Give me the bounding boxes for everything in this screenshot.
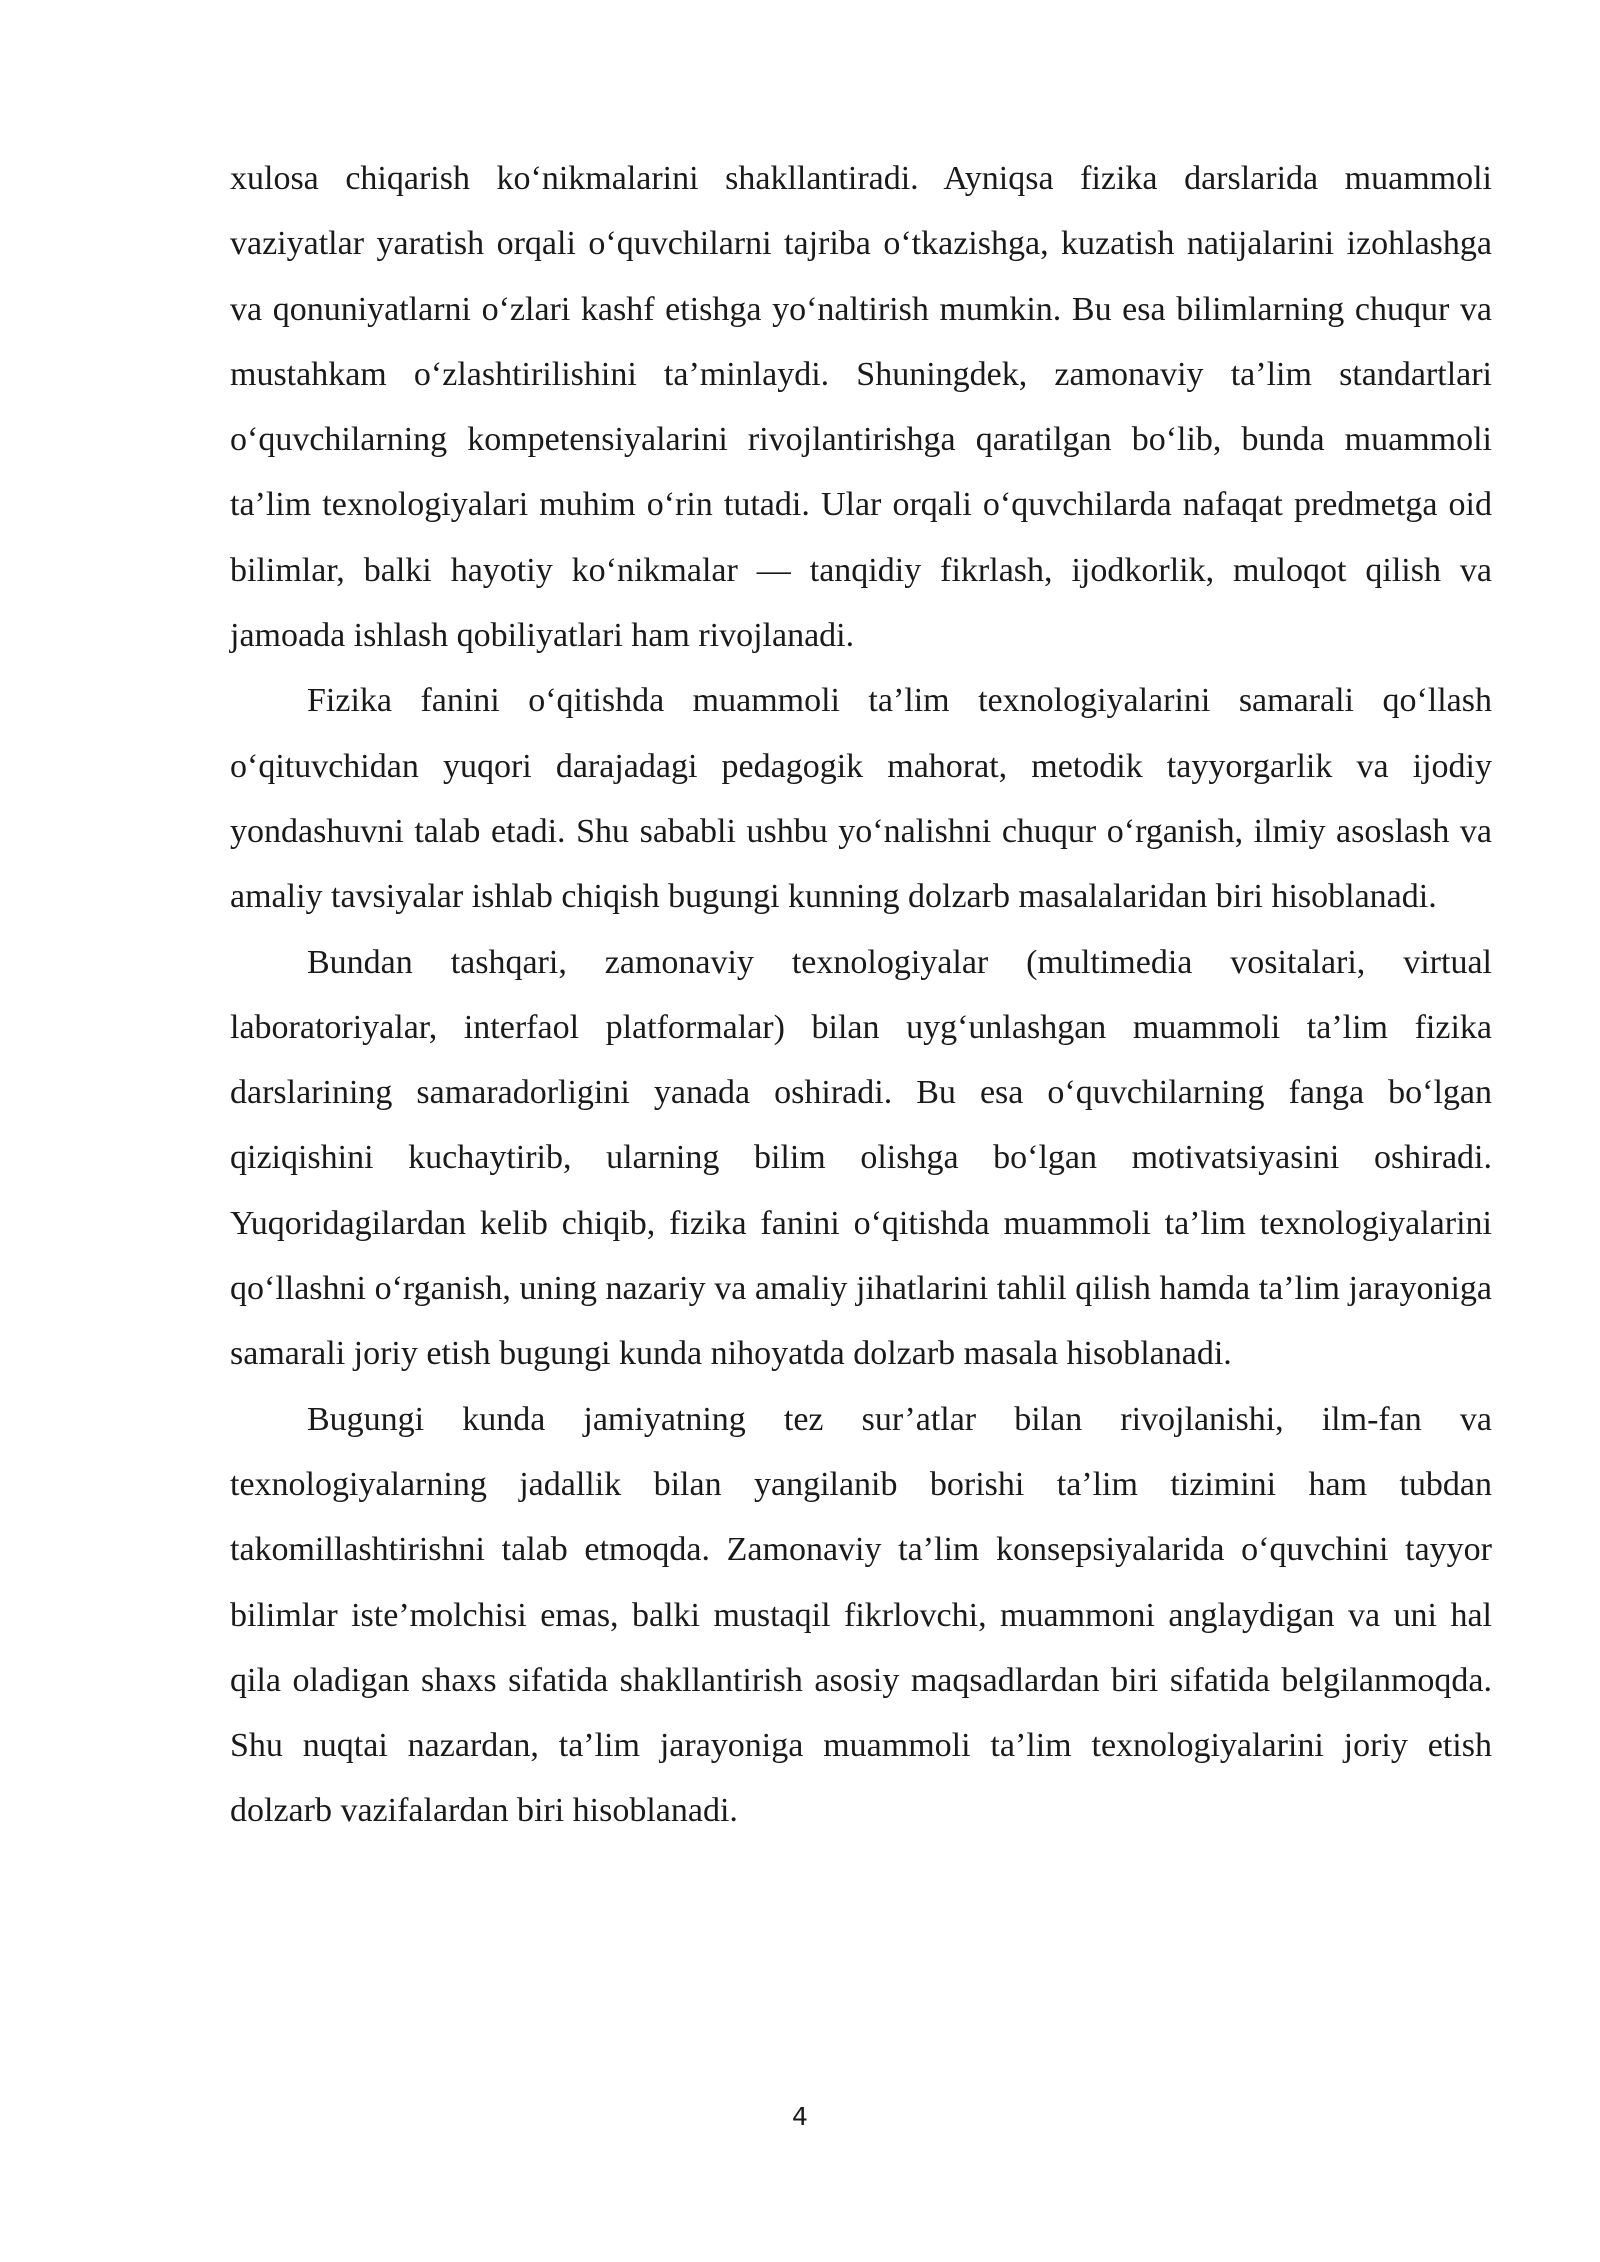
paragraph: Bugungi kunda jamiyatning tez sur’atlar bilan rivojlanishi, ilm-fan va texnologiyalarning jadallik bilan yangilanib borishi ta’lim tizimini ham tubdan takomillashtirishni talab etmoqda. Zamonaviy ta’lim konsepsiyalarida o‘quvchini tayyor bilimlar iste’molchisi emas, balki mustaqil fikrlovchi, muammoni anglaydigan va uni hal qila oladigan shaxs sifatida shakllantirish asosiy maqsadlardan biri sifatida belgilanmoqda. Shu nuqtai nazardan, ta’lim jarayoniga muammoli ta’lim texnologiyalarini joriy etish dolzarb vazifalardan biri hisoblanadi. [230,1400,1492,1830]
body-text [230,146,1492,1844]
paragraph-continuation: xulosa chiqarish ko‘nikmalarini shakllantiradi. Ayniqsa fizika darslarida muammoli vaziyatlar yaratish orqali o‘quvchilarni tajriba o‘tkazishga, kuzatish natijalarini izohlashga va qonuniyatlarni o‘zlari kashf etishga yo‘naltirish mumkin. Bu esa bilimlarning chuqur va mustahkam o‘zlashtirilishini ta’minlaydi. Shuningdek, zamonaviy ta’lim standartlari o‘quvchilarning kompetensiyalarini rivojlantirishga qaratilgan bo‘lib, bunda muammoli ta’lim texnologiyalari muhim o‘rin tutadi. Ular orqali o‘quvchilarda nafaqat predmetga oid bilimlar, balki hayotiy ko‘nikmalar — tanqidiy fikrlash, ijodkorlik, muloqot qilish va jamoada ishlash qobiliyatlari ham rivojlanadi. [230,160,1492,655]
paragraph: Fizika fanini o‘qitishda muammoli ta’lim texnologiyalarini samarali qo‘llash o‘qituvchidan yuqori darajadagi pedagogik mahorat, metodik tayyorgarlik va ijodiy yondashuvni talab etadi. Shu sababli ushbu yo‘nalishni chuqur o‘rganish, ilmiy asoslash va amaliy tavsiyalar ishlab chiqish bugungi kunning dolzarb masalalaridan biri hisoblanadi. [230,682,1492,916]
paragraph: Bundan tashqari, zamonaviy texnologiyalar (multimedia vositalari, virtual laboratoriyalar, interfaol platformalar) bilan uyg‘unlashgan muammoli ta’lim fizika darslarining samaradorligini yanada oshiradi. Bu esa o‘quvchilarning fanga bo‘lgan qiziqishini kuchaytirib, ularning bilim olishga bo‘lgan motivatsiyasini oshiradi. Yuqoridagilardan kelib chiqib, fizika fanini o‘qitishda muammoli ta’lim texnologiyalarini qo‘llashni o‘rganish, uning nazariy va amaliy jihatlarini tahlil qilish hamda ta’lim jarayoniga samarali joriy etish bugungi kunda nihoyatda dolzarb masala hisoblanadi. [230,943,1492,1373]
page-number: 4 [792,2102,808,2131]
